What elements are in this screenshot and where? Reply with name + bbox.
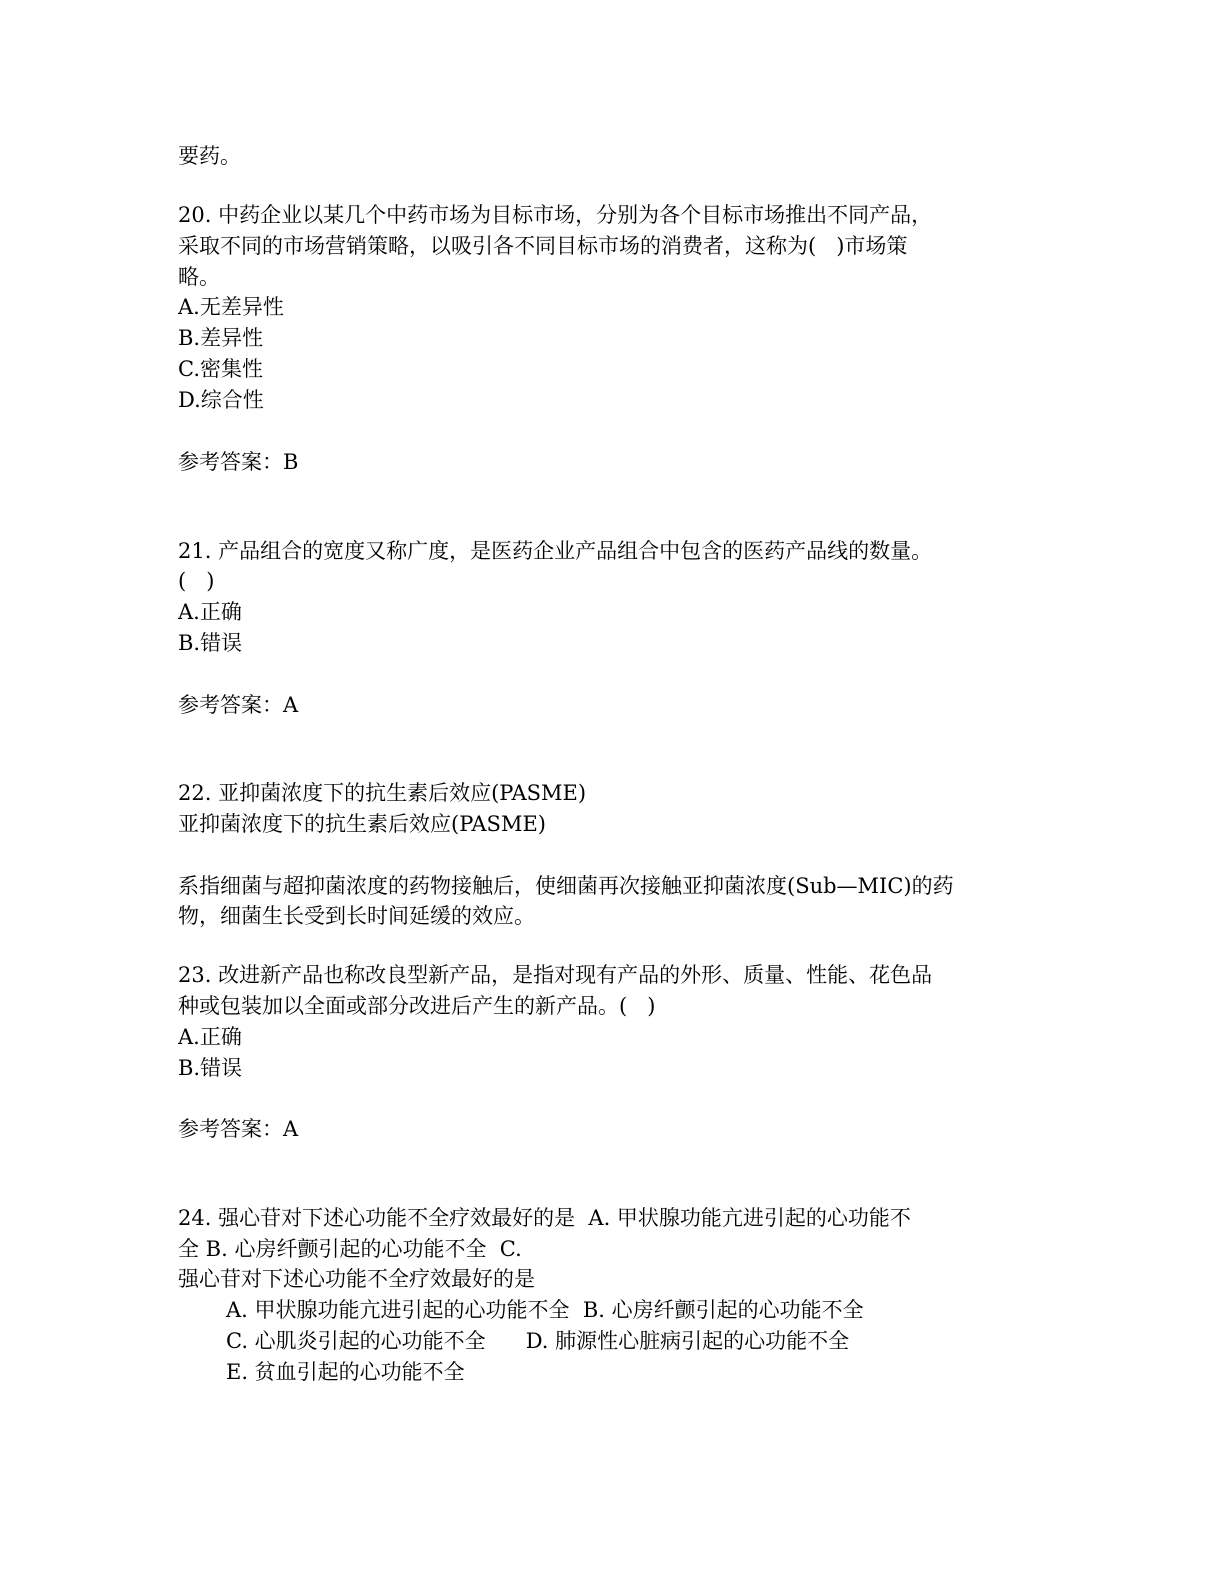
- q23-option-b: B.错误: [178, 1056, 243, 1080]
- q20-answer: 参考答案：B: [178, 450, 299, 474]
- q20-text-line-3: 略。: [178, 265, 220, 289]
- q20-option-d: D.综合性: [178, 388, 264, 412]
- q24-text-line-1: 24. 强心苷对下述心功能不全疗效最好的是 A. 甲状腺功能亢进引起的心功能不: [178, 1206, 911, 1230]
- q20-option-b: B.差异性: [178, 326, 264, 350]
- q20-option-c: C.密集性: [178, 357, 263, 381]
- q24-text-line-3: 强心苷对下述心功能不全疗效最好的是: [178, 1267, 535, 1291]
- q21-answer: 参考答案：A: [178, 693, 299, 717]
- q22-explanation-line-1: 系指细菌与超抑菌浓度的药物接触后，使细菌再次接触亚抑菌浓度(Sub—MIC)的药: [178, 874, 954, 898]
- q23-option-a: A.正确: [178, 1025, 242, 1049]
- q24-options-line-1: A. 甲状腺功能亢进引起的心功能不全 B. 心房纤颤引起的心功能不全: [226, 1298, 864, 1322]
- q21-text-line-2: ( ): [178, 569, 215, 593]
- intro-line: 要药。: [178, 144, 241, 168]
- q23-text-line-2: 种或包装加以全面或部分改进后产生的新产品。( ): [178, 994, 656, 1018]
- q22-explanation-line-2: 物，细菌生长受到长时间延缓的效应。: [178, 904, 535, 928]
- q22-text-line-2: 亚抑菌浓度下的抗生素后效应(PASME): [178, 812, 546, 836]
- q20-text-line-1: 20. 中药企业以某几个中药市场为目标市场，分别为各个目标市场推出不同产品，: [178, 203, 933, 227]
- q20-text-line-2: 采取不同的市场营销策略，以吸引各不同目标市场的消费者，这称为( )市场策: [178, 234, 908, 258]
- q24-options-line-2: C. 心肌炎引起的心功能不全 D. 肺源性心脏病引起的心功能不全: [226, 1329, 850, 1353]
- q24-options-line-3: E. 贫血引起的心功能不全: [226, 1360, 465, 1384]
- q22-text-line-1: 22. 亚抑菌浓度下的抗生素后效应(PASME): [178, 781, 587, 805]
- q21-text-line-1: 21. 产品组合的宽度又称广度，是医药企业产品组合中包含的医药产品线的数量。: [178, 539, 933, 563]
- q23-text-line-1: 23. 改进新产品也称改良型新产品，是指对现有产品的外形、质量、性能、花色品: [178, 963, 933, 987]
- q21-option-b: B.错误: [178, 631, 243, 655]
- q23-answer: 参考答案：A: [178, 1117, 299, 1141]
- q21-option-a: A.正确: [178, 600, 242, 624]
- document-page: [178, 0, 1058, 1584]
- q20-option-a: A.无差异性: [178, 295, 284, 319]
- q24-text-line-2: 全 B. 心房纤颤引起的心功能不全 C.: [178, 1237, 522, 1261]
